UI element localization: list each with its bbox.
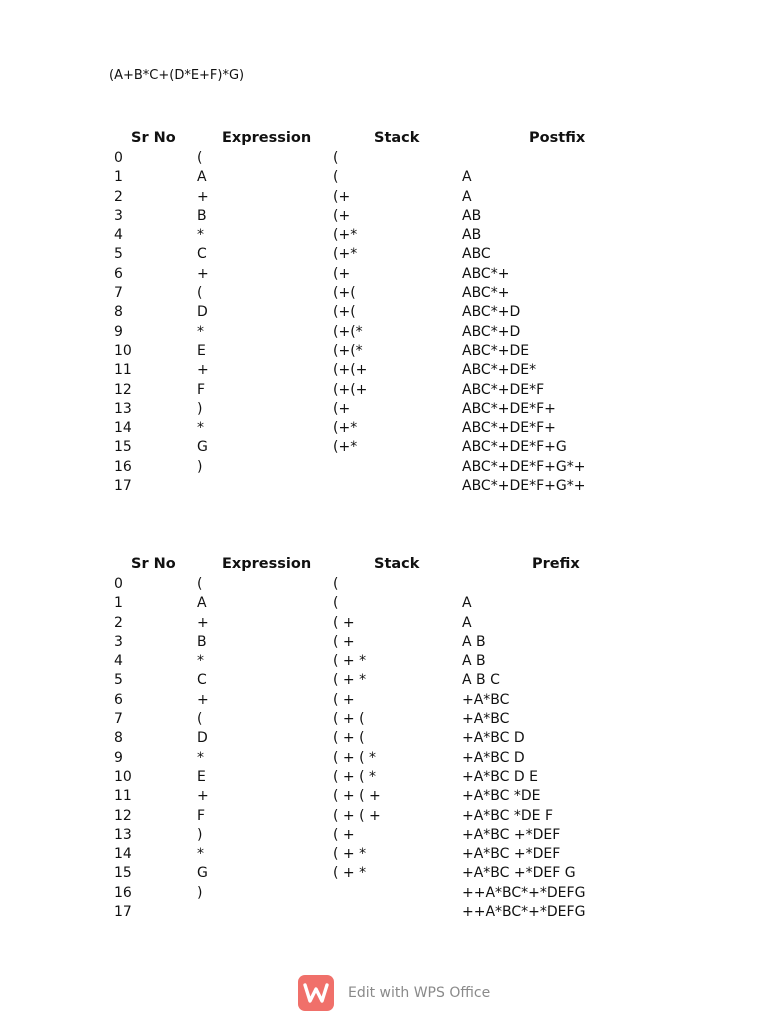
cell-result: ABC*+D xyxy=(462,323,521,340)
cell-stack: ( + * xyxy=(333,672,367,689)
cell-result: ABC*+ xyxy=(462,265,510,282)
cell-expression: + xyxy=(197,188,209,205)
cell-sr-no: 12 xyxy=(114,807,132,824)
table-row xyxy=(0,477,768,496)
cell-sr-no: 17 xyxy=(114,478,132,495)
cell-result: +A*BC *DE F xyxy=(462,807,554,824)
cell-stack: ( + * xyxy=(333,865,367,882)
cell-sr-no: 0 xyxy=(114,150,123,166)
cell-expression: ) xyxy=(197,884,203,901)
cell-expression: F xyxy=(197,807,206,824)
cell-stack: (+ xyxy=(333,265,351,282)
cell-sr-no: 16 xyxy=(114,884,132,901)
cell-sr-no: 4 xyxy=(114,227,123,244)
cell-sr-no: 3 xyxy=(114,207,123,224)
cell-expression: C xyxy=(197,672,207,689)
cell-expression: G xyxy=(197,439,208,456)
cell-expression: ) xyxy=(197,826,203,843)
cell-expression: ) xyxy=(197,400,203,417)
cell-stack: ( + ( xyxy=(333,711,365,728)
postfix-table-body xyxy=(0,149,768,496)
cell-sr-no: 5 xyxy=(114,246,123,263)
expression-title: (A+B*C+(D*E+F)*G) xyxy=(109,68,245,83)
cell-expression: * xyxy=(197,846,204,863)
cell-sr-no: 14 xyxy=(114,846,132,863)
table-row xyxy=(0,594,768,613)
cell-result: A B xyxy=(462,653,486,670)
cell-stack: ( xyxy=(333,576,339,592)
cell-result: AB xyxy=(462,227,482,244)
cell-result: +A*BC +*DEF G xyxy=(462,865,576,882)
cell-expression: * xyxy=(197,323,204,340)
cell-result: ABC*+DE*F+ xyxy=(462,400,556,417)
cell-result: +A*BC D E xyxy=(462,768,538,785)
cell-sr-no: 5 xyxy=(114,672,123,689)
cell-stack: ( + * xyxy=(333,846,367,863)
cell-stack: (+ xyxy=(333,400,351,417)
cell-result: A xyxy=(462,188,472,205)
cell-stack: (+* xyxy=(333,439,358,456)
table-row xyxy=(0,265,768,284)
header-sr-no: Sr No xyxy=(131,556,176,572)
table-row xyxy=(0,400,768,419)
cell-result: A xyxy=(462,614,472,631)
cell-sr-no: 15 xyxy=(114,439,132,456)
cell-stack: (+ xyxy=(333,188,351,205)
cell-result: AB xyxy=(462,207,482,224)
cell-sr-no: 11 xyxy=(114,362,132,379)
cell-result: ABC*+DE* xyxy=(462,362,537,379)
cell-stack: ( + ( + xyxy=(333,788,381,805)
cell-result: ABC*+DE xyxy=(462,342,530,359)
cell-sr-no: 17 xyxy=(114,904,132,921)
cell-result: A B C xyxy=(462,672,500,689)
cell-sr-no: 10 xyxy=(114,768,132,785)
table-row xyxy=(0,633,768,652)
cell-expression: + xyxy=(197,362,209,379)
cell-result: ABC*+ xyxy=(462,285,510,302)
cell-sr-no: 14 xyxy=(114,420,132,437)
cell-sr-no: 13 xyxy=(114,826,132,843)
cell-result: ABC*+D xyxy=(462,304,521,321)
cell-expression: * xyxy=(197,420,204,437)
table-row xyxy=(0,768,768,787)
prefix-table-header xyxy=(0,555,768,575)
cell-expression: ( xyxy=(197,150,203,166)
cell-expression: A xyxy=(197,169,207,186)
cell-expression: ( xyxy=(197,576,203,592)
cell-stack: ( + xyxy=(333,826,355,843)
cell-stack: ( + xyxy=(333,691,355,708)
edit-with-wps-link[interactable]: Edit with WPS Office xyxy=(348,985,491,1001)
wps-office-logo-icon xyxy=(298,975,334,1011)
cell-sr-no: 1 xyxy=(114,595,123,612)
cell-stack: (+* xyxy=(333,246,358,263)
cell-expression: * xyxy=(197,653,204,670)
postfix-table-header xyxy=(0,129,768,149)
cell-result: +A*BC D xyxy=(462,749,525,766)
cell-stack: (+(+ xyxy=(333,381,368,398)
cell-stack: (+ xyxy=(333,207,351,224)
header-expression: Expression xyxy=(222,130,312,146)
table-row xyxy=(0,710,768,729)
table-row xyxy=(0,323,768,342)
cell-stack: ( + ( * xyxy=(333,768,377,785)
cell-sr-no: 2 xyxy=(114,614,123,631)
cell-sr-no: 8 xyxy=(114,304,123,321)
prefix-table-body xyxy=(0,575,768,922)
cell-sr-no: 3 xyxy=(114,633,123,650)
cell-result: A B xyxy=(462,633,486,650)
cell-expression: ) xyxy=(197,458,203,475)
table-row xyxy=(0,807,768,826)
cell-stack: ( xyxy=(333,169,339,186)
table-row xyxy=(0,826,768,845)
table-row xyxy=(0,342,768,361)
wps-footer[interactable] xyxy=(298,975,490,1011)
cell-result: +A*BC xyxy=(462,691,510,708)
table-row xyxy=(0,749,768,768)
table-row xyxy=(0,419,768,438)
cell-sr-no: 15 xyxy=(114,865,132,882)
cell-result: A xyxy=(462,169,472,186)
cell-expression: * xyxy=(197,227,204,244)
table-row xyxy=(0,691,768,710)
cell-stack: ( + xyxy=(333,633,355,650)
cell-stack: ( + ( xyxy=(333,730,365,747)
header-prefix: Prefix xyxy=(532,556,580,572)
table-row xyxy=(0,458,768,477)
cell-sr-no: 9 xyxy=(114,749,123,766)
cell-expression: D xyxy=(197,304,208,321)
cell-sr-no: 7 xyxy=(114,711,123,728)
cell-result: +A*BC D xyxy=(462,730,525,747)
cell-sr-no: 16 xyxy=(114,458,132,475)
table-row xyxy=(0,575,768,594)
cell-expression: ( xyxy=(197,285,203,302)
cell-stack: ( + ( + xyxy=(333,807,381,824)
table-row xyxy=(0,864,768,883)
cell-sr-no: 9 xyxy=(114,323,123,340)
cell-stack: ( xyxy=(333,595,339,612)
cell-sr-no: 10 xyxy=(114,342,132,359)
prefix-conversion-table xyxy=(0,555,768,922)
cell-result: ABC*+DE*F+G xyxy=(462,439,567,456)
table-row xyxy=(0,652,768,671)
table-row xyxy=(0,671,768,690)
cell-result: ++A*BC*+*DEFG xyxy=(462,884,586,901)
cell-result: ABC*+DE*F+G*+ xyxy=(462,458,586,475)
cell-expression: + xyxy=(197,614,209,631)
cell-stack: ( + xyxy=(333,614,355,631)
header-expression: Expression xyxy=(222,556,312,572)
table-row xyxy=(0,245,768,264)
cell-result: ABC*+DE*F xyxy=(462,381,545,398)
cell-result: ABC*+DE*F+ xyxy=(462,420,556,437)
header-stack: Stack xyxy=(374,130,420,146)
cell-result: A xyxy=(462,595,472,612)
table-row xyxy=(0,284,768,303)
table-row xyxy=(0,729,768,748)
table-row xyxy=(0,226,768,245)
cell-sr-no: 12 xyxy=(114,381,132,398)
cell-expression: B xyxy=(197,207,207,224)
table-row xyxy=(0,884,768,903)
cell-expression: * xyxy=(197,749,204,766)
cell-sr-no: 7 xyxy=(114,285,123,302)
header-postfix: Postfix xyxy=(529,130,586,146)
cell-expression: + xyxy=(197,788,209,805)
table-row xyxy=(0,149,768,168)
cell-expression: A xyxy=(197,595,207,612)
cell-expression: + xyxy=(197,265,209,282)
cell-expression: B xyxy=(197,633,207,650)
cell-expression: + xyxy=(197,691,209,708)
table-row xyxy=(0,207,768,226)
cell-sr-no: 8 xyxy=(114,730,123,747)
cell-result: +A*BC *DE xyxy=(462,788,541,805)
cell-sr-no: 2 xyxy=(114,188,123,205)
cell-sr-no: 11 xyxy=(114,788,132,805)
cell-result: +A*BC +*DEF xyxy=(462,826,561,843)
header-sr-no: Sr No xyxy=(131,130,176,146)
cell-stack: ( xyxy=(333,150,339,166)
postfix-conversion-table xyxy=(0,129,768,496)
cell-stack: (+(+ xyxy=(333,362,368,379)
cell-expression: G xyxy=(197,865,208,882)
cell-expression: F xyxy=(197,381,206,398)
table-row xyxy=(0,845,768,864)
cell-stack: (+* xyxy=(333,420,358,437)
cell-sr-no: 1 xyxy=(114,169,123,186)
cell-stack: (+(* xyxy=(333,323,363,340)
cell-expression: D xyxy=(197,730,208,747)
table-row xyxy=(0,381,768,400)
cell-result: +A*BC xyxy=(462,711,510,728)
cell-stack: (+( xyxy=(333,304,356,321)
cell-expression: C xyxy=(197,246,207,263)
cell-expression: E xyxy=(197,768,206,785)
table-row xyxy=(0,361,768,380)
header-stack: Stack xyxy=(374,556,420,572)
table-row xyxy=(0,903,768,922)
cell-result: +A*BC +*DEF xyxy=(462,846,561,863)
table-row xyxy=(0,787,768,806)
cell-sr-no: 4 xyxy=(114,653,123,670)
cell-result: ABC xyxy=(462,246,491,263)
cell-sr-no: 6 xyxy=(114,691,123,708)
table-row xyxy=(0,303,768,322)
cell-stack: (+* xyxy=(333,227,358,244)
cell-stack: ( + ( * xyxy=(333,749,377,766)
cell-result: ABC*+DE*F+G*+ xyxy=(462,478,586,495)
cell-expression: E xyxy=(197,342,206,359)
table-row xyxy=(0,614,768,633)
cell-stack: ( + * xyxy=(333,653,367,670)
cell-stack: (+( xyxy=(333,285,356,302)
table-row xyxy=(0,438,768,457)
cell-sr-no: 13 xyxy=(114,400,132,417)
cell-sr-no: 6 xyxy=(114,265,123,282)
cell-sr-no: 0 xyxy=(114,576,123,592)
cell-result: ++A*BC*+*DEFG xyxy=(462,904,586,921)
table-row xyxy=(0,188,768,207)
cell-stack: (+(* xyxy=(333,342,363,359)
table-row xyxy=(0,168,768,187)
cell-expression: ( xyxy=(197,711,203,728)
